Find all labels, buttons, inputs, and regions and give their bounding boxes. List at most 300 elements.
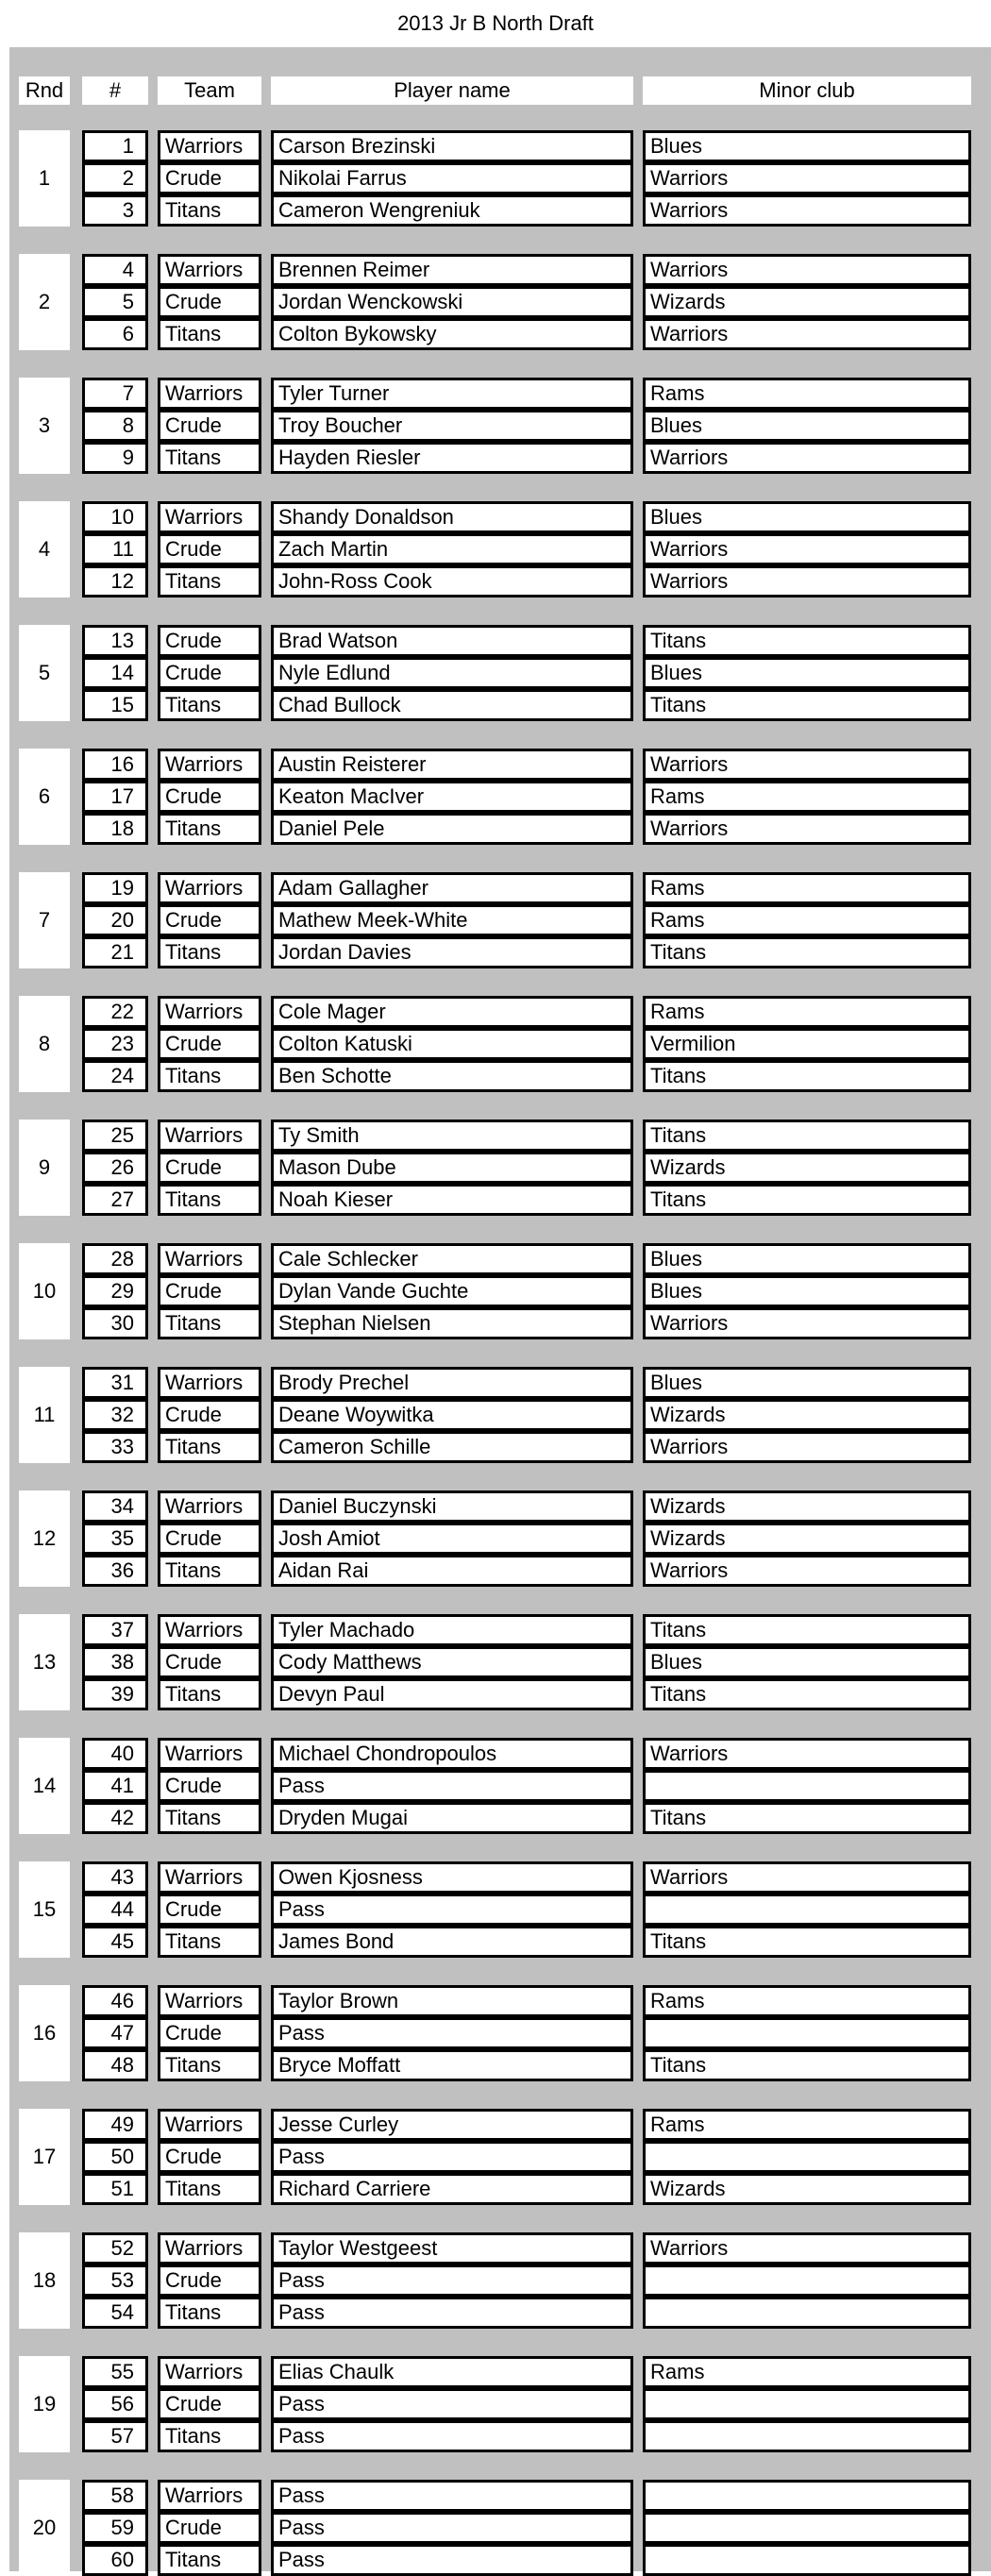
player-name-cell: Devyn Paul	[271, 1678, 633, 1710]
draft-pick-row	[0, 2265, 991, 2297]
player-name-cell: Pass	[271, 1770, 633, 1802]
team-cell: Crude	[158, 625, 261, 657]
minor-club-cell: Wizards	[643, 1399, 971, 1431]
header-team: Team	[158, 76, 261, 105]
pick-number-cell: 5	[82, 286, 148, 318]
draft-round-group	[0, 1367, 991, 1463]
draft-round-group	[0, 1490, 991, 1587]
player-name-cell: Pass	[271, 1894, 633, 1926]
player-name-cell: Hayden Riesler	[271, 442, 633, 474]
pick-number-cell: 25	[82, 1120, 148, 1152]
minor-club-cell	[643, 2141, 971, 2173]
player-name-cell: Pass	[271, 2141, 633, 2173]
pick-number-cell: 45	[82, 1926, 148, 1958]
draft-pick-row	[0, 2388, 991, 2420]
team-cell: Titans	[158, 1926, 261, 1958]
draft-pick-row	[0, 2173, 991, 2205]
minor-club-cell	[643, 2017, 971, 2049]
team-cell: Crude	[158, 2141, 261, 2173]
team-cell: Titans	[158, 1431, 261, 1463]
pick-number-cell: 15	[82, 689, 148, 721]
team-cell: Warriors	[158, 1120, 261, 1152]
minor-club-cell	[643, 2512, 971, 2544]
player-name-cell: Pass	[271, 2512, 633, 2544]
team-cell: Warriors	[158, 254, 261, 286]
round-number: 19	[19, 2356, 70, 2452]
draft-pick-row	[0, 1678, 991, 1710]
minor-club-cell	[643, 1894, 971, 1926]
minor-club-cell: Warriors	[643, 162, 971, 194]
draft-round-group	[0, 2480, 991, 2576]
minor-club-cell: Warriors	[643, 194, 971, 227]
player-name-cell: Pass	[271, 2480, 633, 2512]
team-cell: Titans	[158, 318, 261, 350]
minor-club-cell: Rams	[643, 781, 971, 813]
team-cell: Titans	[158, 2297, 261, 2329]
team-cell: Crude	[158, 1275, 261, 1307]
pick-number-cell: 37	[82, 1614, 148, 1646]
draft-pick-row	[0, 1985, 991, 2017]
draft-pick-row	[0, 2297, 991, 2329]
draft-pick-row	[0, 1523, 991, 1555]
minor-club-cell: Warriors	[643, 533, 971, 565]
minor-club-cell: Titans	[643, 936, 971, 968]
minor-club-cell: Titans	[643, 1926, 971, 1958]
draft-pick-row	[0, 1431, 991, 1463]
draft-round-group	[0, 1243, 991, 1339]
minor-club-cell	[643, 2265, 971, 2297]
minor-club-cell: Warriors	[643, 318, 971, 350]
draft-pick-row	[0, 2480, 991, 2512]
team-cell: Titans	[158, 813, 261, 845]
round-number: 10	[19, 1243, 70, 1339]
team-cell: Titans	[158, 442, 261, 474]
draft-pick-row	[0, 657, 991, 689]
minor-club-cell: Titans	[643, 1614, 971, 1646]
draft-pick-row	[0, 1614, 991, 1646]
minor-club-cell: Warriors	[643, 254, 971, 286]
pick-number-cell: 51	[82, 2173, 148, 2205]
player-name-cell: Aidan Rai	[271, 1555, 633, 1587]
pick-number-cell: 52	[82, 2232, 148, 2265]
player-name-cell: Dryden Mugai	[271, 1802, 633, 1834]
team-cell: Titans	[158, 194, 261, 227]
minor-club-cell	[643, 1770, 971, 1802]
draft-pick-row	[0, 410, 991, 442]
team-cell: Crude	[158, 1646, 261, 1678]
minor-club-cell: Warriors	[643, 2232, 971, 2265]
team-cell: Titans	[158, 1184, 261, 1216]
minor-club-cell: Blues	[643, 1367, 971, 1399]
draft-pick-row	[0, 1243, 991, 1275]
draft-pick-row	[0, 130, 991, 162]
player-name-cell: James Bond	[271, 1926, 633, 1958]
draft-round-group	[0, 872, 991, 968]
player-name-cell: Tyler Machado	[271, 1614, 633, 1646]
draft-pick-row	[0, 1184, 991, 1216]
draft-pick-row	[0, 749, 991, 781]
round-number: 15	[19, 1861, 70, 1958]
round-number: 18	[19, 2232, 70, 2329]
round-number: 5	[19, 625, 70, 721]
player-name-cell: Cameron Wengreniuk	[271, 194, 633, 227]
draft-pick-row	[0, 1555, 991, 1587]
player-name-cell: Ty Smith	[271, 1120, 633, 1152]
draft-pick-row	[0, 378, 991, 410]
minor-club-cell	[643, 2420, 971, 2452]
team-cell: Titans	[158, 2049, 261, 2081]
player-name-cell: Colton Bykowsky	[271, 318, 633, 350]
player-name-cell: Austin Reisterer	[271, 749, 633, 781]
draft-round-group	[0, 625, 991, 721]
draft-pick-row	[0, 689, 991, 721]
pick-number-cell: 31	[82, 1367, 148, 1399]
pick-number-cell: 46	[82, 1985, 148, 2017]
pick-number-cell: 26	[82, 1152, 148, 1184]
minor-club-cell: Blues	[643, 1646, 971, 1678]
team-cell: Crude	[158, 533, 261, 565]
pick-number-cell: 18	[82, 813, 148, 845]
minor-club-cell: Rams	[643, 378, 971, 410]
team-cell: Titans	[158, 1802, 261, 1834]
draft-pick-row	[0, 2109, 991, 2141]
player-name-cell: Pass	[271, 2420, 633, 2452]
player-name-cell: Ben Schotte	[271, 1060, 633, 1092]
pick-number-cell: 55	[82, 2356, 148, 2388]
minor-club-cell: Warriors	[643, 1738, 971, 1770]
player-name-cell: Owen Kjosness	[271, 1861, 633, 1894]
minor-club-cell: Warriors	[643, 813, 971, 845]
draft-pick-row	[0, 1738, 991, 1770]
round-number: 8	[19, 996, 70, 1092]
minor-club-cell: Warriors	[643, 442, 971, 474]
team-cell: Warriors	[158, 1367, 261, 1399]
player-name-cell: Keaton MacIver	[271, 781, 633, 813]
pick-number-cell: 21	[82, 936, 148, 968]
pick-number-cell: 40	[82, 1738, 148, 1770]
player-name-cell: Colton Katuski	[271, 1028, 633, 1060]
team-cell: Warriors	[158, 1243, 261, 1275]
draft-pick-row	[0, 254, 991, 286]
pick-number-cell: 34	[82, 1490, 148, 1523]
header-player-name: Player name	[271, 76, 633, 105]
team-cell: Warriors	[158, 1985, 261, 2017]
draft-round-group	[0, 378, 991, 474]
player-name-cell: Nyle Edlund	[271, 657, 633, 689]
pick-number-cell: 7	[82, 378, 148, 410]
draft-pick-row	[0, 2232, 991, 2265]
player-name-cell: Tyler Turner	[271, 378, 633, 410]
minor-club-cell: Warriors	[643, 1307, 971, 1339]
minor-club-cell: Blues	[643, 410, 971, 442]
minor-club-cell: Vermilion	[643, 1028, 971, 1060]
draft-pick-row	[0, 2141, 991, 2173]
pick-number-cell: 2	[82, 162, 148, 194]
minor-club-cell: Blues	[643, 130, 971, 162]
minor-club-cell: Warriors	[643, 565, 971, 598]
player-name-cell: Pass	[271, 2017, 633, 2049]
draft-round-group	[0, 2232, 991, 2329]
pick-number-cell: 27	[82, 1184, 148, 1216]
draft-round-group	[0, 501, 991, 598]
draft-pick-row	[0, 1028, 991, 1060]
pick-number-cell: 38	[82, 1646, 148, 1678]
draft-pick-row	[0, 1120, 991, 1152]
draft-pick-row	[0, 1307, 991, 1339]
pick-number-cell: 49	[82, 2109, 148, 2141]
team-cell: Warriors	[158, 130, 261, 162]
player-name-cell: Adam Gallagher	[271, 872, 633, 904]
player-name-cell: Chad Bullock	[271, 689, 633, 721]
player-name-cell: Jesse Curley	[271, 2109, 633, 2141]
round-number: 3	[19, 378, 70, 474]
draft-pick-row	[0, 1060, 991, 1092]
pick-number-cell: 24	[82, 1060, 148, 1092]
draft-round-group	[0, 2356, 991, 2452]
minor-club-cell: Titans	[643, 1060, 971, 1092]
team-cell: Warriors	[158, 996, 261, 1028]
draft-round-group	[0, 254, 991, 350]
team-cell: Crude	[158, 1770, 261, 1802]
team-cell: Crude	[158, 410, 261, 442]
player-name-cell: Pass	[271, 2265, 633, 2297]
team-cell: Crude	[158, 1152, 261, 1184]
pick-number-cell: 36	[82, 1555, 148, 1587]
minor-club-cell: Rams	[643, 2109, 971, 2141]
round-number: 20	[19, 2480, 70, 2576]
pick-number-cell: 32	[82, 1399, 148, 1431]
minor-club-cell: Titans	[643, 1802, 971, 1834]
player-name-cell: Jordan Wenckowski	[271, 286, 633, 318]
minor-club-cell: Blues	[643, 657, 971, 689]
team-cell: Titans	[158, 1307, 261, 1339]
pick-number-cell: 30	[82, 1307, 148, 1339]
draft-pick-row	[0, 1275, 991, 1307]
player-name-cell: Cameron Schille	[271, 1431, 633, 1463]
pick-number-cell: 9	[82, 442, 148, 474]
team-cell: Titans	[158, 1060, 261, 1092]
draft-round-group	[0, 2109, 991, 2205]
player-name-cell: Brad Watson	[271, 625, 633, 657]
draft-pick-row	[0, 1367, 991, 1399]
player-name-cell: Elias Chaulk	[271, 2356, 633, 2388]
draft-pick-row	[0, 565, 991, 598]
team-cell: Warriors	[158, 1490, 261, 1523]
pick-number-cell: 42	[82, 1802, 148, 1834]
pick-number-cell: 43	[82, 1861, 148, 1894]
header-pick-number: #	[82, 76, 148, 105]
team-cell: Titans	[158, 2420, 261, 2452]
draft-round-group	[0, 1738, 991, 1834]
draft-pick-row	[0, 904, 991, 936]
round-number: 7	[19, 872, 70, 968]
minor-club-cell: Wizards	[643, 1523, 971, 1555]
team-cell: Titans	[158, 565, 261, 598]
draft-pick-row	[0, 1802, 991, 1834]
player-name-cell: Bryce Moffatt	[271, 2049, 633, 2081]
minor-club-cell: Blues	[643, 501, 971, 533]
player-name-cell: Carson Brezinski	[271, 130, 633, 162]
draft-pick-row	[0, 813, 991, 845]
draft-pick-row	[0, 2356, 991, 2388]
header-round: Rnd	[19, 76, 70, 105]
round-number: 2	[19, 254, 70, 350]
player-name-cell: Taylor Brown	[271, 1985, 633, 2017]
pick-number-cell: 4	[82, 254, 148, 286]
team-cell: Warriors	[158, 1614, 261, 1646]
minor-club-cell	[643, 2297, 971, 2329]
minor-club-cell: Titans	[643, 2049, 971, 2081]
pick-number-cell: 23	[82, 1028, 148, 1060]
pick-number-cell: 50	[82, 2141, 148, 2173]
draft-pick-row	[0, 996, 991, 1028]
minor-club-cell	[643, 2480, 971, 2512]
team-cell: Titans	[158, 1678, 261, 1710]
draft-round-group	[0, 130, 991, 227]
team-cell: Titans	[158, 1555, 261, 1587]
player-name-cell: John-Ross Cook	[271, 565, 633, 598]
minor-club-cell: Wizards	[643, 1152, 971, 1184]
round-number: 6	[19, 749, 70, 845]
pick-number-cell: 6	[82, 318, 148, 350]
pick-number-cell: 16	[82, 749, 148, 781]
minor-club-cell: Warriors	[643, 1431, 971, 1463]
minor-club-cell: Wizards	[643, 2173, 971, 2205]
minor-club-cell: Titans	[643, 689, 971, 721]
draft-pick-row	[0, 162, 991, 194]
pick-number-cell: 58	[82, 2480, 148, 2512]
pick-number-cell: 10	[82, 501, 148, 533]
minor-club-cell: Titans	[643, 1120, 971, 1152]
pick-number-cell: 54	[82, 2297, 148, 2329]
draft-pick-row	[0, 501, 991, 533]
pick-number-cell: 53	[82, 2265, 148, 2297]
team-cell: Crude	[158, 2017, 261, 2049]
pick-number-cell: 22	[82, 996, 148, 1028]
pick-number-cell: 48	[82, 2049, 148, 2081]
draft-pick-row	[0, 2017, 991, 2049]
draft-pick-row	[0, 872, 991, 904]
round-number: 17	[19, 2109, 70, 2205]
minor-club-cell: Warriors	[643, 749, 971, 781]
team-cell: Titans	[158, 2173, 261, 2205]
minor-club-cell: Rams	[643, 872, 971, 904]
draft-pick-row	[0, 1770, 991, 1802]
pick-number-cell: 60	[82, 2544, 148, 2576]
player-name-cell: Jordan Davies	[271, 936, 633, 968]
player-name-cell: Pass	[271, 2388, 633, 2420]
team-cell: Crude	[158, 2265, 261, 2297]
pick-number-cell: 35	[82, 1523, 148, 1555]
pick-number-cell: 1	[82, 130, 148, 162]
minor-club-cell: Titans	[643, 625, 971, 657]
team-cell: Crude	[158, 1028, 261, 1060]
draft-pick-row	[0, 318, 991, 350]
draft-pick-row	[0, 2049, 991, 2081]
draft-round-group	[0, 1861, 991, 1958]
team-cell: Warriors	[158, 2480, 261, 2512]
draft-round-group	[0, 1985, 991, 2081]
minor-club-cell: Rams	[643, 2356, 971, 2388]
player-name-cell: Cale Schlecker	[271, 1243, 633, 1275]
player-name-cell: Deane Woywitka	[271, 1399, 633, 1431]
minor-club-cell: Warriors	[643, 1861, 971, 1894]
player-name-cell: Noah Kieser	[271, 1184, 633, 1216]
player-name-cell: Brody Prechel	[271, 1367, 633, 1399]
pick-number-cell: 44	[82, 1894, 148, 1926]
team-cell: Warriors	[158, 501, 261, 533]
team-cell: Warriors	[158, 749, 261, 781]
pick-number-cell: 57	[82, 2420, 148, 2452]
pick-number-cell: 3	[82, 194, 148, 227]
draft-pick-row	[0, 1861, 991, 1894]
player-name-cell: Richard Carriere	[271, 2173, 633, 2205]
round-number: 4	[19, 501, 70, 598]
draft-pick-row	[0, 2512, 991, 2544]
pick-number-cell: 39	[82, 1678, 148, 1710]
pick-number-cell: 47	[82, 2017, 148, 2049]
team-cell: Crude	[158, 1399, 261, 1431]
team-cell: Warriors	[158, 2232, 261, 2265]
player-name-cell: Zach Martin	[271, 533, 633, 565]
draft-round-group	[0, 996, 991, 1092]
team-cell: Crude	[158, 657, 261, 689]
draft-pick-row	[0, 1646, 991, 1678]
page-title: 2013 Jr B North Draft	[397, 11, 594, 35]
player-name-cell: Cody Matthews	[271, 1646, 633, 1678]
minor-club-cell: Rams	[643, 904, 971, 936]
draft-pick-row	[0, 194, 991, 227]
player-name-cell: Brennen Reimer	[271, 254, 633, 286]
team-cell: Crude	[158, 904, 261, 936]
pick-number-cell: 56	[82, 2388, 148, 2420]
minor-club-cell: Wizards	[643, 286, 971, 318]
team-cell: Warriors	[158, 2109, 261, 2141]
minor-club-cell: Blues	[643, 1243, 971, 1275]
minor-club-cell: Blues	[643, 1275, 971, 1307]
draft-pick-row	[0, 1926, 991, 1958]
draft-pick-row	[0, 625, 991, 657]
round-number: 1	[19, 130, 70, 227]
draft-pick-row	[0, 1490, 991, 1523]
player-name-cell: Pass	[271, 2297, 633, 2329]
team-cell: Crude	[158, 162, 261, 194]
team-cell: Titans	[158, 2544, 261, 2576]
pick-number-cell: 8	[82, 410, 148, 442]
pick-number-cell: 19	[82, 872, 148, 904]
player-name-cell: Shandy Donaldson	[271, 501, 633, 533]
pick-number-cell: 33	[82, 1431, 148, 1463]
minor-club-cell: Rams	[643, 996, 971, 1028]
pick-number-cell: 29	[82, 1275, 148, 1307]
player-name-cell: Mason Dube	[271, 1152, 633, 1184]
round-number: 9	[19, 1120, 70, 1216]
player-name-cell: Pass	[271, 2544, 633, 2576]
player-name-cell: Troy Boucher	[271, 410, 633, 442]
team-cell: Warriors	[158, 1738, 261, 1770]
draft-pick-row	[0, 1152, 991, 1184]
player-name-cell: Taylor Westgeest	[271, 2232, 633, 2265]
draft-pick-row	[0, 286, 991, 318]
draft-pick-row	[0, 1894, 991, 1926]
player-name-cell: Nikolai Farrus	[271, 162, 633, 194]
team-cell: Warriors	[158, 872, 261, 904]
team-cell: Crude	[158, 781, 261, 813]
draft-round-group	[0, 1120, 991, 1216]
draft-pick-row	[0, 533, 991, 565]
draft-pick-row	[0, 1399, 991, 1431]
round-number: 14	[19, 1738, 70, 1834]
